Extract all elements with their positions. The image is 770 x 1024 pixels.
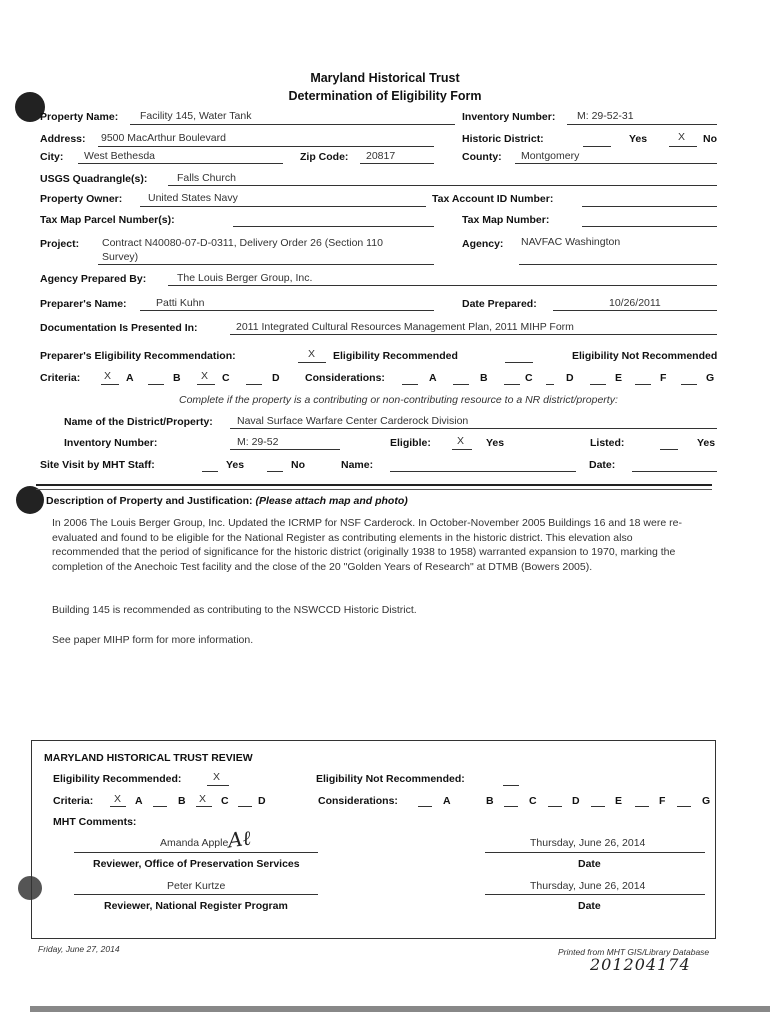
date-prepared-value[interactable]: 10/26/2011 xyxy=(609,297,661,309)
eligibility-recommended-label: Eligibility Recommended xyxy=(333,350,458,362)
review-eligibility-recommended-label: Eligibility Recommended: xyxy=(53,773,182,785)
zip-line xyxy=(360,163,434,164)
review-consideration-g-line xyxy=(677,806,691,807)
prepared-by-label: Agency Prepared By: xyxy=(40,273,147,285)
reviewer1-signature: Aℓ xyxy=(226,825,253,853)
site-no-label: No xyxy=(291,459,305,471)
project-value-line1[interactable]: Contract N40080-07-D-0311, Delivery Order 26 (Section 110 xyxy=(102,237,383,249)
site-date-label: Date: xyxy=(589,459,616,471)
form-subtitle: Determination of Eligibility Form xyxy=(288,89,482,103)
reviewer1-line xyxy=(74,852,318,853)
description-heading xyxy=(46,495,408,507)
address-line xyxy=(98,146,434,147)
project-label: Project: xyxy=(40,238,80,250)
site-no-line xyxy=(267,471,283,472)
description-paragraph-1: In 2006 The Louis Berger Group, Inc. Updated the ICRMP for NSF Carderock. In October-November 2005 Buildings 16 and 18 were re-evaluated and found to be eligible for the National Register as contributing elements in the historic district. This elevation also recommended that the period of significance for the historic district (originally 1938 to 1958) warranted expansion to 1970, marking the completion of the Anechoic Test facility and the close of the 20 "Golden Years of Research" at DTMB (Bowers 2005). xyxy=(52,517,682,573)
owner-line xyxy=(140,206,426,207)
site-visit-label: Site Visit by MHT Staff: xyxy=(40,459,155,471)
description-heading-label: Description of Property and Justification: xyxy=(46,495,253,507)
reviewer2-date-line xyxy=(485,894,705,895)
listed-line xyxy=(660,449,678,450)
review-eligibility-not-recommended-label: Eligibility Not Recommended: xyxy=(316,773,465,785)
review-criteria-a-mark[interactable]: X xyxy=(114,793,122,805)
review-consideration-f-line xyxy=(635,806,649,807)
criteria-c-line xyxy=(197,384,215,385)
tax-account-line xyxy=(582,206,717,207)
review-considerations-label: Considerations: xyxy=(318,795,398,807)
review-criteria-d-line xyxy=(238,806,252,807)
form-title: Maryland Historical Trust xyxy=(310,71,460,85)
reviewer1-date-line xyxy=(485,852,705,853)
criteria-a-mark[interactable]: X xyxy=(104,370,112,382)
footer-date: Friday, June 27, 2014 xyxy=(38,944,120,954)
consideration-f-line xyxy=(635,384,651,385)
eligibility-not-recommended-label: Eligibility Not Recommended xyxy=(572,350,718,362)
historic-district-no-line xyxy=(669,146,697,147)
documentation-value[interactable]: 2011 Integrated Cultural Resources Management Plan, 2011 MIHP Form xyxy=(236,321,574,333)
tax-account-label: Tax Account ID Number: xyxy=(432,193,554,205)
historic-district-yes-label: Yes xyxy=(629,133,648,145)
project-value-line2[interactable]: Survey) xyxy=(102,251,139,263)
review-consideration-a-line xyxy=(418,806,432,807)
criteria-b-line xyxy=(148,384,164,385)
section-divider xyxy=(36,484,712,486)
footer-printed-note: Printed from MHT GIS/Library Database xyxy=(558,947,710,957)
date-prepared-line xyxy=(553,310,717,311)
review-criteria-d-label: D xyxy=(258,795,266,807)
usgs-value[interactable]: Falls Church xyxy=(177,172,236,184)
historic-district-no-mark[interactable]: X xyxy=(678,131,686,143)
consideration-g-line xyxy=(681,384,697,385)
criteria-a-label: A xyxy=(126,372,134,384)
footer-handwritten-number: 201204174 xyxy=(590,955,691,974)
criteria-b-label: B xyxy=(173,372,181,384)
eligible-label: Eligible: xyxy=(390,437,431,449)
review-eligibility-recommended-line xyxy=(207,785,229,786)
date-prepared-label: Date Prepared: xyxy=(462,298,537,310)
site-date-line xyxy=(632,471,717,472)
inventory-number-value[interactable]: M: 29-52-31 xyxy=(577,110,634,122)
review-consideration-e-line xyxy=(591,806,605,807)
usgs-label: USGS Quadrangle(s): xyxy=(40,173,148,185)
mht-comments-label: MHT Comments: xyxy=(53,816,137,828)
review-consideration-f-label: F xyxy=(659,795,666,807)
section-divider-thin xyxy=(36,489,712,490)
tax-parcel-line xyxy=(233,226,434,227)
review-eligibility-recommended-mark[interactable]: X xyxy=(213,771,221,783)
district-inventory-line xyxy=(230,449,340,450)
recommendation-label: Preparer's Eligibility Recommendation: xyxy=(40,350,236,362)
review-consideration-c-label: C xyxy=(529,795,537,807)
review-criteria-c-mark[interactable]: X xyxy=(199,793,207,805)
county-value[interactable]: Montgomery xyxy=(521,150,580,162)
address-label: Address: xyxy=(40,133,86,145)
description-heading-note: (Please attach map and photo) xyxy=(255,495,408,507)
documentation-label: Documentation Is Presented In: xyxy=(40,322,198,334)
preparer-name-value[interactable]: Patti Kuhn xyxy=(156,297,205,309)
tax-map-label: Tax Map Number: xyxy=(462,214,550,226)
inventory-number-line xyxy=(567,124,717,125)
historic-district-label: Historic District: xyxy=(462,133,544,145)
reviewer1-date[interactable]: Thursday, June 26, 2014 xyxy=(530,837,646,849)
county-label: County: xyxy=(462,151,502,163)
consideration-a-line xyxy=(402,384,418,385)
contributing-note: Complete if the property is a contributing or non-contributing resource to a NR district/property: xyxy=(179,394,618,406)
tax-map-line xyxy=(582,226,717,227)
agency-label: Agency: xyxy=(462,238,504,250)
district-inventory-value[interactable]: M: 29-52 xyxy=(237,436,279,448)
owner-label: Property Owner: xyxy=(40,193,123,205)
zip-value[interactable]: 20817 xyxy=(366,150,396,162)
agency-value[interactable]: NAVFAC Washington xyxy=(521,236,621,248)
eligible-mark[interactable]: X xyxy=(457,435,465,447)
site-name-line xyxy=(390,471,576,472)
description-paragraph-2: Building 145 is recommended as contributing to the NSWCCD Historic District. xyxy=(52,604,417,616)
preparer-name-label: Preparer's Name: xyxy=(40,298,127,310)
property-name-value[interactable]: Facility 145, Water Tank xyxy=(140,110,252,122)
site-yes-label: Yes xyxy=(226,459,245,471)
historic-district-yes-line xyxy=(583,146,611,147)
inventory-number-label: Inventory Number: xyxy=(462,111,556,123)
review-criteria-c-label: C xyxy=(221,795,229,807)
consideration-c-label: C xyxy=(525,372,533,384)
consideration-e-label: E xyxy=(615,372,623,384)
reviewer2-title: Reviewer, National Register Program xyxy=(104,900,288,912)
criteria-d-label: D xyxy=(272,372,280,384)
property-name-label: Property Name: xyxy=(40,111,119,123)
review-eligibility-not-recommended-line xyxy=(503,785,519,786)
eligibility-not-recommended-line xyxy=(505,362,533,363)
consideration-g-label: G xyxy=(706,372,715,384)
consideration-c-line xyxy=(504,384,520,385)
usgs-line xyxy=(168,185,717,186)
review-consideration-d-label: D xyxy=(572,795,580,807)
tax-parcel-label: Tax Map Parcel Number(s): xyxy=(40,214,175,226)
district-name-label: Name of the District/Property: xyxy=(64,416,213,428)
preparer-name-line xyxy=(140,310,434,311)
review-consideration-g-label: G xyxy=(702,795,711,807)
zip-label: Zip Code: xyxy=(300,151,349,163)
consideration-b-line xyxy=(453,384,469,385)
listed-label: Listed: xyxy=(590,437,625,449)
criteria-a-line xyxy=(101,384,119,385)
eligibility-recommended-mark[interactable]: X xyxy=(308,348,316,360)
district-name-line xyxy=(230,428,717,429)
review-criteria-b-line xyxy=(153,806,167,807)
punch-hole-middle xyxy=(16,486,44,514)
city-label: City: xyxy=(40,151,64,163)
reviewer1-date-label: Date xyxy=(578,858,601,870)
county-line xyxy=(515,163,717,164)
site-name-label: Name: xyxy=(341,459,374,471)
eligible-yes-label: Yes xyxy=(486,437,505,449)
district-inventory-label: Inventory Number: xyxy=(64,437,158,449)
agency-line xyxy=(519,264,717,265)
review-consideration-d-line xyxy=(548,806,562,807)
consideration-f-label: F xyxy=(660,372,667,384)
review-criteria-c-line xyxy=(196,806,212,807)
review-consideration-e-label: E xyxy=(615,795,623,807)
criteria-c-mark[interactable]: X xyxy=(201,370,209,382)
page-bottom-edge xyxy=(30,1006,770,1012)
considerations-label: Considerations: xyxy=(305,372,385,384)
reviewer2-date[interactable]: Thursday, June 26, 2014 xyxy=(530,880,646,892)
review-criteria-label: Criteria: xyxy=(53,795,94,807)
owner-value[interactable]: United States Navy xyxy=(148,192,238,204)
reviewer1-name[interactable]: Amanda Apple xyxy=(160,837,229,849)
prepared-by-line xyxy=(168,285,717,286)
consideration-b-label: B xyxy=(480,372,488,384)
description-paragraph-3: See paper MIHP form for more information. xyxy=(52,634,254,646)
district-name-value[interactable]: Naval Surface Warfare Center Carderock Division xyxy=(237,415,469,427)
review-criteria-a-label: A xyxy=(135,795,143,807)
consideration-a-label: A xyxy=(429,372,437,384)
city-line xyxy=(78,163,283,164)
reviewer1-title: Reviewer, Office of Preservation Services xyxy=(93,858,300,870)
documentation-line xyxy=(230,334,717,335)
site-yes-line xyxy=(202,471,218,472)
review-consideration-b-label: B xyxy=(486,795,494,807)
historic-district-no-label: No xyxy=(703,133,717,145)
eligible-line xyxy=(452,449,472,450)
criteria-d-line xyxy=(246,384,262,385)
consideration-d-label: D xyxy=(566,372,574,384)
property-name-line xyxy=(130,124,455,125)
eligibility-recommended-line xyxy=(298,362,326,363)
review-consideration-c-line xyxy=(504,806,518,807)
review-consideration-a-label: A xyxy=(443,795,451,807)
consideration-d-line xyxy=(546,384,554,385)
address-value[interactable]: 9500 MacArthur Boulevard xyxy=(101,132,226,144)
criteria-label: Criteria: xyxy=(40,372,81,384)
criteria-c-label: C xyxy=(222,372,230,384)
reviewer2-date-label: Date xyxy=(578,900,601,912)
project-line xyxy=(98,264,434,265)
review-criteria-b-label: B xyxy=(178,795,186,807)
reviewer2-name[interactable]: Peter Kurtze xyxy=(167,880,226,892)
listed-yes-label: Yes xyxy=(697,437,716,449)
review-criteria-a-line xyxy=(110,806,126,807)
consideration-e-line xyxy=(590,384,606,385)
prepared-by-value[interactable]: The Louis Berger Group, Inc. xyxy=(177,272,313,284)
city-value[interactable]: West Bethesda xyxy=(84,150,156,162)
review-heading: MARYLAND HISTORICAL TRUST REVIEW xyxy=(44,752,253,764)
reviewer2-line xyxy=(74,894,318,895)
